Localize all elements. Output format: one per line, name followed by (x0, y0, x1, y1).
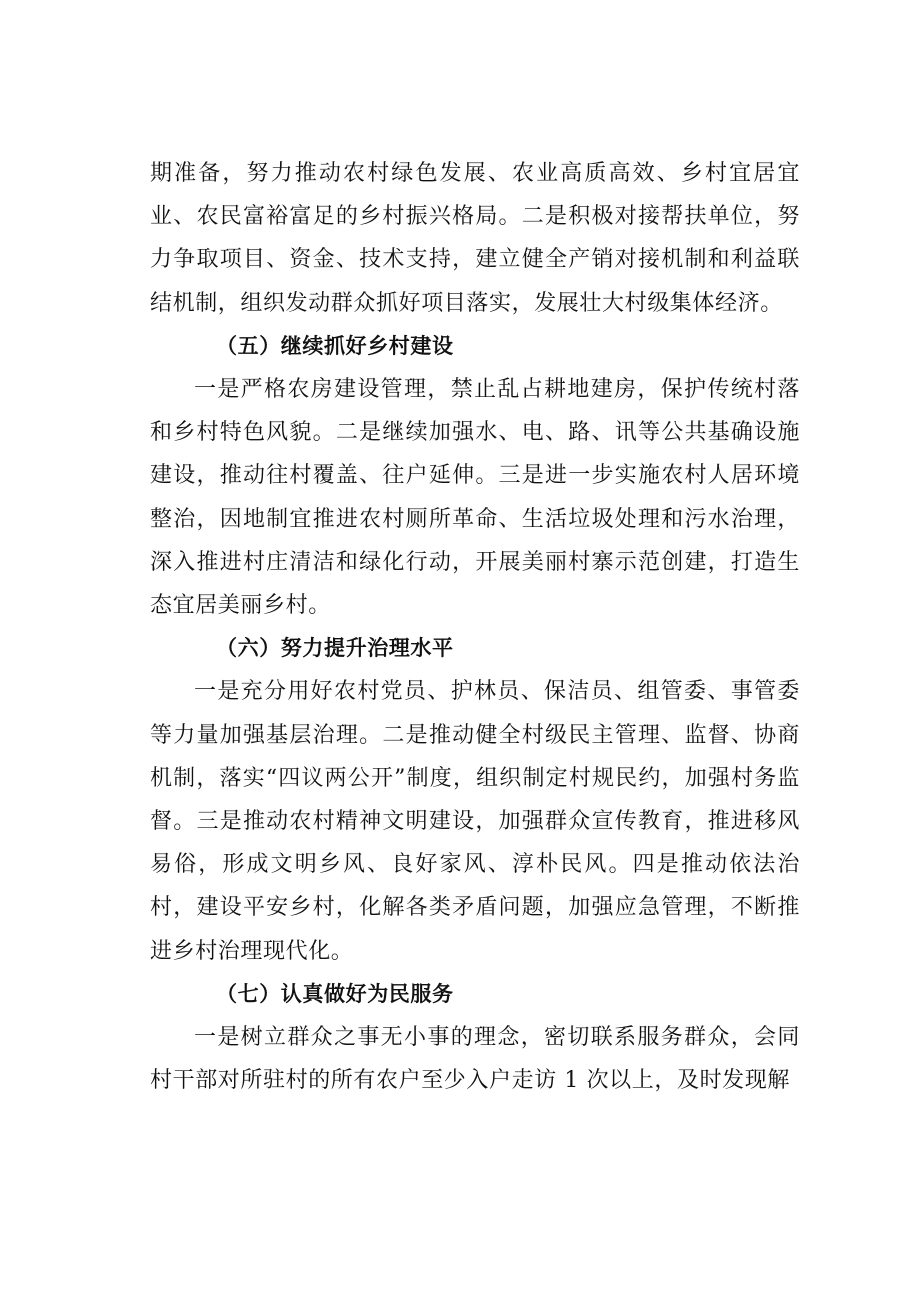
paragraph-governance: 一是充分用好农村党员、护林员、保洁员、组管委、事管委等力量加强基层治理。二是推动健全村级民主管理、监督、协商机制，落实“四议两公开”制度，组织制定村规民约，加强村务监督。三是推动农村精神文明建设，加强群众宣传教育，推进移风易俗，形成文明乡风、良好家风、淳朴民风。四是推动依法治村，建设平安乡村，化解各类矛盾问题，加强应急管理，不断推进乡村治理现代化。 (150, 679, 800, 964)
section-heading-5: （五）继续抓好乡村建设 (216, 333, 454, 358)
document-body (150, 152, 800, 1102)
paragraph-rural-construction: 一是严格农房建设管理，禁止乱占耕地建房，保护传统村落和乡村特色风貌。二是继续加强水、电、路、讯等公共基确设施建设，推动往村覆盖、往户延伸。三是进一步实施农村人居环境整治，因地制宜推进农村厕所革命、生活垃圾处理和污水治理，深入推进村庄清洁和绿化行动，开展美丽村寨示范创建，打造生态宜居美丽乡村。 (150, 377, 800, 619)
section-heading-6: （六）努力提升治理水平 (216, 636, 454, 661)
paragraph-continuation: 期准备，努力推动农村绿色发展、农业高质高效、乡村宜居宜业、农民富裕富足的乡村振兴格局。二是积极对接帮扶单位，努力争取项目、资金、技术支持，建立健全产销对接机制和利益联结机制，组织发动群众抓好项目落实，发展壮大村级集体经济。 (150, 161, 800, 316)
paragraph-public-service: 一是树立群众之事无小事的理念，密切联系服务群众，会同村干部对所驻村的所有农户至少入户走访 1 次以上，及时发现解 (150, 1025, 800, 1094)
section-heading-7: （七）认真做好为民服务 (216, 981, 454, 1006)
